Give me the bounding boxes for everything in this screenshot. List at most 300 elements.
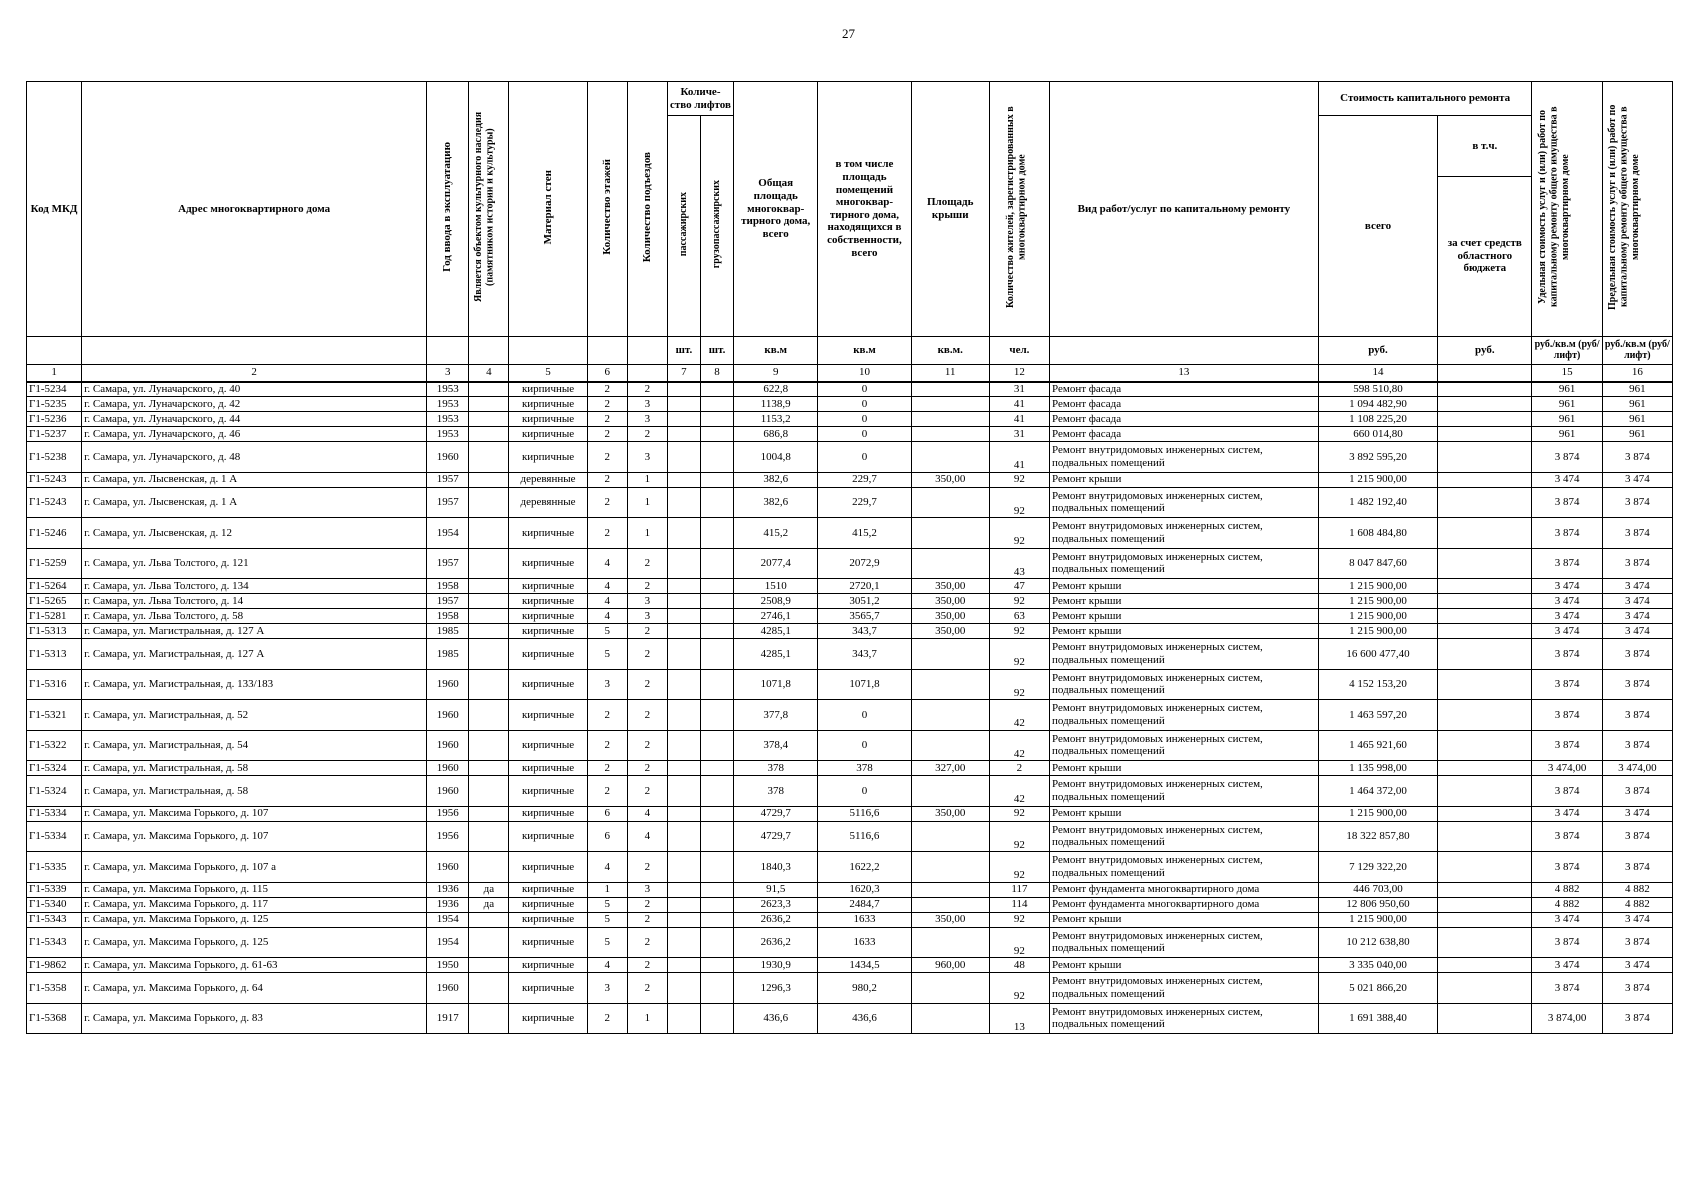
row-code: Г1-5234 — [27, 382, 82, 397]
row-residents: 31 — [989, 427, 1049, 442]
row-lifts-passenger — [667, 973, 700, 1004]
row-specific-cost: 3 474 — [1532, 579, 1602, 594]
row-cost-total: 1 691 388,40 — [1318, 1003, 1437, 1034]
row-residents: 92 — [989, 639, 1049, 670]
header-year: Год ввода в эксплуатацию — [427, 82, 469, 337]
row-address: г. Самара, ул. Льва Толстого, д. 134 — [82, 579, 427, 594]
row-heritage — [469, 382, 509, 397]
unit-lifts-freight: шт. — [700, 336, 733, 364]
header-roof-area: Площадь крыши — [911, 82, 989, 337]
unit-total-area: кв.м — [734, 336, 818, 364]
row-roof-area — [911, 821, 989, 852]
row-specific-cost: 3 874 — [1532, 548, 1602, 579]
row-address: г. Самара, ул. Максима Горького, д. 125 — [82, 927, 427, 958]
row-heritage — [469, 927, 509, 958]
row-address: г. Самара, ул. Льва Толстого, д. 14 — [82, 594, 427, 609]
row-total-area: 377,8 — [734, 700, 818, 731]
row-owned-area: 2072,9 — [818, 548, 911, 579]
row-entrances: 1 — [627, 1003, 667, 1034]
row-heritage: да — [469, 897, 509, 912]
row-walls: кирпичные — [509, 958, 587, 973]
row-lifts-freight — [700, 821, 733, 852]
table-row — [27, 609, 1673, 624]
row-heritage — [469, 412, 509, 427]
row-address: г. Самара, ул. Льва Толстого, д. 121 — [82, 548, 427, 579]
row-max-cost: 3 874 — [1602, 487, 1672, 518]
row-year: 1957 — [427, 487, 469, 518]
row-work: Ремонт крыши — [1050, 579, 1319, 594]
row-year: 1985 — [427, 639, 469, 670]
row-walls: деревянные — [509, 487, 587, 518]
row-cost-total: 4 152 153,20 — [1318, 669, 1437, 700]
row-code: Г1-5316 — [27, 669, 82, 700]
row-heritage — [469, 958, 509, 973]
row-cost-total: 5 021 866,20 — [1318, 973, 1437, 1004]
row-cost-total: 12 806 950,60 — [1318, 897, 1437, 912]
row-cost-regional — [1438, 382, 1532, 397]
row-year: 1950 — [427, 958, 469, 973]
row-cost-regional — [1438, 609, 1532, 624]
header-entrances: Количество подъездов — [627, 82, 667, 337]
row-owned-area: 1071,8 — [818, 669, 911, 700]
row-cost-total: 660 014,80 — [1318, 427, 1437, 442]
row-cost-total: 1 608 484,80 — [1318, 518, 1437, 549]
table-row — [27, 927, 1673, 958]
row-roof-area — [911, 730, 989, 761]
row-walls: кирпичные — [509, 761, 587, 776]
column-number: 2 — [82, 364, 427, 382]
row-code: Г1-5235 — [27, 397, 82, 412]
row-specific-cost: 3 874 — [1532, 973, 1602, 1004]
table-row — [27, 624, 1673, 639]
row-lifts-freight — [700, 624, 733, 639]
row-floors: 4 — [587, 609, 627, 624]
row-walls: кирпичные — [509, 806, 587, 821]
row-lifts-freight — [700, 397, 733, 412]
row-floors: 4 — [587, 958, 627, 973]
row-heritage — [469, 1003, 509, 1034]
row-floors: 3 — [587, 669, 627, 700]
row-code: Г1-5259 — [27, 548, 82, 579]
units-blank — [1050, 336, 1319, 364]
unit-lifts-passenger: шт. — [667, 336, 700, 364]
row-cost-regional — [1438, 594, 1532, 609]
row-floors: 2 — [587, 397, 627, 412]
column-number: 11 — [911, 364, 989, 382]
table-row — [27, 472, 1673, 487]
row-lifts-passenger — [667, 579, 700, 594]
row-lifts-passenger — [667, 382, 700, 397]
header-walls: Материал стен — [509, 82, 587, 337]
row-lifts-freight — [700, 761, 733, 776]
row-roof-area: 960,00 — [911, 958, 989, 973]
row-floors: 2 — [587, 1003, 627, 1034]
row-code: Г1-5339 — [27, 882, 82, 897]
row-heritage — [469, 669, 509, 700]
row-max-cost: 3 874 — [1602, 518, 1672, 549]
row-floors: 2 — [587, 761, 627, 776]
row-heritage — [469, 579, 509, 594]
row-walls: кирпичные — [509, 427, 587, 442]
row-roof-area: 350,00 — [911, 806, 989, 821]
header-lifts-freight: грузопассажирских — [700, 116, 733, 337]
row-work: Ремонт крыши — [1050, 806, 1319, 821]
row-address: г. Самара, ул. Магистральная, д. 127 А — [82, 639, 427, 670]
row-specific-cost: 3 874 — [1532, 927, 1602, 958]
row-entrances: 2 — [627, 700, 667, 731]
row-work: Ремонт крыши — [1050, 624, 1319, 639]
row-owned-area: 343,7 — [818, 639, 911, 670]
row-work: Ремонт внутридомовых инженерных систем, подвальных помещений — [1050, 700, 1319, 731]
row-lifts-freight — [700, 579, 733, 594]
row-residents: 92 — [989, 852, 1049, 883]
row-entrances: 3 — [627, 594, 667, 609]
row-address: г. Самара, ул. Максима Горького, д. 115 — [82, 882, 427, 897]
row-address: г. Самара, ул. Луначарского, д. 40 — [82, 382, 427, 397]
row-roof-area: 350,00 — [911, 472, 989, 487]
row-roof-area: 350,00 — [911, 579, 989, 594]
row-work: Ремонт внутридомовых инженерных систем, подвальных помещений — [1050, 1003, 1319, 1034]
row-lifts-passenger — [667, 624, 700, 639]
row-heritage — [469, 639, 509, 670]
header-specific-cost: Удельная стоимость услуг и (или) работ по капитальному ремонту общего имущества в многоквартирном доме — [1532, 82, 1602, 337]
unit-cost-regional: руб. — [1438, 336, 1532, 364]
row-heritage — [469, 973, 509, 1004]
row-floors: 5 — [587, 639, 627, 670]
row-year: 1936 — [427, 897, 469, 912]
row-cost-total: 1 108 225,20 — [1318, 412, 1437, 427]
row-work: Ремонт фасада — [1050, 412, 1319, 427]
row-max-cost: 3 874 — [1602, 1003, 1672, 1034]
row-floors: 4 — [587, 548, 627, 579]
row-lifts-freight — [700, 927, 733, 958]
table-row — [27, 958, 1673, 973]
table-row — [27, 397, 1673, 412]
table-row — [27, 382, 1673, 397]
row-code: Г1-5238 — [27, 442, 82, 473]
column-number: 8 — [700, 364, 733, 382]
row-walls: кирпичные — [509, 579, 587, 594]
row-owned-area: 0 — [818, 412, 911, 427]
table-row — [27, 700, 1673, 731]
column-number: 6 — [587, 364, 627, 382]
row-entrances: 2 — [627, 639, 667, 670]
row-total-area: 382,6 — [734, 472, 818, 487]
row-total-area: 1840,3 — [734, 852, 818, 883]
row-heritage: да — [469, 882, 509, 897]
row-cost-regional — [1438, 518, 1532, 549]
row-address: г. Самара, ул. Магистральная, д. 58 — [82, 776, 427, 807]
row-cost-total: 1 215 900,00 — [1318, 472, 1437, 487]
row-specific-cost: 3 874 — [1532, 700, 1602, 731]
row-cost-total: 1 135 998,00 — [1318, 761, 1437, 776]
row-entrances: 2 — [627, 624, 667, 639]
row-heritage — [469, 821, 509, 852]
row-roof-area — [911, 397, 989, 412]
row-max-cost: 961 — [1602, 412, 1672, 427]
row-floors: 2 — [587, 427, 627, 442]
row-year: 1957 — [427, 548, 469, 579]
row-address: г. Самара, ул. Магистральная, д. 133/183 — [82, 669, 427, 700]
row-max-cost: 3 474 — [1602, 472, 1672, 487]
row-owned-area: 5116,6 — [818, 821, 911, 852]
row-year: 1953 — [427, 412, 469, 427]
table-row — [27, 669, 1673, 700]
row-work: Ремонт внутридомовых инженерных систем, подвальных помещений — [1050, 639, 1319, 670]
row-specific-cost: 3 874 — [1532, 821, 1602, 852]
row-specific-cost: 3 874 — [1532, 776, 1602, 807]
row-roof-area: 350,00 — [911, 609, 989, 624]
row-address: г. Самара, ул. Магистральная, д. 58 — [82, 761, 427, 776]
row-heritage — [469, 472, 509, 487]
row-owned-area: 378 — [818, 761, 911, 776]
row-roof-area — [911, 639, 989, 670]
row-walls: кирпичные — [509, 882, 587, 897]
row-specific-cost: 3 874 — [1532, 518, 1602, 549]
row-owned-area: 3051,2 — [818, 594, 911, 609]
row-owned-area: 2484,7 — [818, 897, 911, 912]
row-entrances: 2 — [627, 579, 667, 594]
row-cost-total: 1 482 192,40 — [1318, 487, 1437, 518]
row-total-area: 4729,7 — [734, 806, 818, 821]
column-number: 10 — [818, 364, 911, 382]
row-code: Г1-5236 — [27, 412, 82, 427]
row-cost-regional — [1438, 882, 1532, 897]
row-heritage — [469, 427, 509, 442]
row-year: 1985 — [427, 624, 469, 639]
row-address: г. Самара, ул. Магистральная, д. 54 — [82, 730, 427, 761]
row-entrances: 3 — [627, 397, 667, 412]
row-heritage — [469, 912, 509, 927]
row-residents: 2 — [989, 761, 1049, 776]
row-work: Ремонт крыши — [1050, 472, 1319, 487]
capital-repair-table — [26, 81, 1673, 1034]
row-roof-area — [911, 548, 989, 579]
row-walls: кирпичные — [509, 700, 587, 731]
row-floors: 2 — [587, 700, 627, 731]
unit-owned-area: кв.м — [818, 336, 911, 364]
row-residents: 31 — [989, 382, 1049, 397]
row-address: г. Самара, ул. Максима Горького, д. 61-63 — [82, 958, 427, 973]
row-owned-area: 1622,2 — [818, 852, 911, 883]
row-residents: 63 — [989, 609, 1049, 624]
row-lifts-freight — [700, 487, 733, 518]
row-specific-cost: 3 474 — [1532, 806, 1602, 821]
row-lifts-passenger — [667, 669, 700, 700]
row-code: Г1-5322 — [27, 730, 82, 761]
row-walls: кирпичные — [509, 912, 587, 927]
row-roof-area: 350,00 — [911, 594, 989, 609]
row-lifts-freight — [700, 776, 733, 807]
row-work: Ремонт фундамента многоквартирного дома — [1050, 897, 1319, 912]
row-cost-regional — [1438, 487, 1532, 518]
row-residents: 42 — [989, 700, 1049, 731]
column-number: 13 — [1050, 364, 1319, 382]
row-lifts-passenger — [667, 761, 700, 776]
row-specific-cost: 961 — [1532, 382, 1602, 397]
row-roof-area — [911, 852, 989, 883]
row-code: Г1-5246 — [27, 518, 82, 549]
row-cost-total: 3 892 595,20 — [1318, 442, 1437, 473]
row-lifts-passenger — [667, 927, 700, 958]
row-address: г. Самара, ул. Магистральная, д. 127 А — [82, 624, 427, 639]
row-total-area: 378,4 — [734, 730, 818, 761]
table-row — [27, 776, 1673, 807]
row-max-cost: 3 874 — [1602, 927, 1672, 958]
row-residents: 92 — [989, 927, 1049, 958]
row-walls: кирпичные — [509, 412, 587, 427]
row-specific-cost: 3 474 — [1532, 912, 1602, 927]
row-work: Ремонт внутридомовых инженерных систем, подвальных помещений — [1050, 973, 1319, 1004]
row-cost-regional — [1438, 897, 1532, 912]
row-specific-cost: 3 874,00 — [1532, 1003, 1602, 1034]
row-code: Г1-5243 — [27, 487, 82, 518]
row-specific-cost: 961 — [1532, 397, 1602, 412]
column-number: 4 — [469, 364, 509, 382]
row-work: Ремонт фасада — [1050, 382, 1319, 397]
units-blank — [27, 336, 82, 364]
row-walls: кирпичные — [509, 624, 587, 639]
row-roof-area — [911, 973, 989, 1004]
row-floors: 2 — [587, 487, 627, 518]
row-cost-total: 1 215 900,00 — [1318, 579, 1437, 594]
header-cost-incl: в т.ч. — [1438, 116, 1532, 177]
row-walls: кирпичные — [509, 776, 587, 807]
row-total-area: 378 — [734, 776, 818, 807]
row-cost-regional — [1438, 548, 1532, 579]
row-address: г. Самара, ул. Максима Горького, д. 107 — [82, 821, 427, 852]
row-year: 1960 — [427, 442, 469, 473]
header-heritage: Является объектом культурного наследия (памятником истории и культуры) — [469, 82, 509, 337]
row-entrances: 2 — [627, 548, 667, 579]
table-row — [27, 761, 1673, 776]
row-cost-regional — [1438, 912, 1532, 927]
row-owned-area: 0 — [818, 730, 911, 761]
row-lifts-passenger — [667, 518, 700, 549]
row-owned-area: 1633 — [818, 927, 911, 958]
row-cost-regional — [1438, 669, 1532, 700]
row-total-area: 1510 — [734, 579, 818, 594]
row-roof-area — [911, 700, 989, 731]
row-total-area: 1071,8 — [734, 669, 818, 700]
row-heritage — [469, 442, 509, 473]
row-walls: кирпичные — [509, 730, 587, 761]
row-lifts-freight — [700, 412, 733, 427]
table-row — [27, 487, 1673, 518]
row-lifts-passenger — [667, 730, 700, 761]
row-address: г. Самара, ул. Максима Горького, д. 107 а — [82, 852, 427, 883]
row-year: 1954 — [427, 518, 469, 549]
row-lifts-passenger — [667, 397, 700, 412]
header-address: Адрес многоквартирного дома — [82, 82, 427, 337]
row-max-cost: 3 874 — [1602, 669, 1672, 700]
row-year: 1958 — [427, 609, 469, 624]
row-lifts-passenger — [667, 882, 700, 897]
row-cost-regional — [1438, 639, 1532, 670]
row-cost-total: 1 215 900,00 — [1318, 609, 1437, 624]
column-number: 16 — [1602, 364, 1672, 382]
row-cost-total: 1 215 900,00 — [1318, 912, 1437, 927]
row-lifts-passenger — [667, 700, 700, 731]
row-lifts-passenger — [667, 427, 700, 442]
header-code: Код МКД — [27, 82, 82, 337]
units-blank — [427, 336, 469, 364]
row-total-area: 2508,9 — [734, 594, 818, 609]
row-total-area: 2636,2 — [734, 927, 818, 958]
row-walls: кирпичные — [509, 927, 587, 958]
row-entrances: 2 — [627, 382, 667, 397]
row-lifts-freight — [700, 472, 733, 487]
row-lifts-freight — [700, 806, 733, 821]
page-number: 27 — [842, 26, 855, 41]
row-work: Ремонт внутридомовых инженерных систем, подвальных помещений — [1050, 518, 1319, 549]
row-entrances: 3 — [627, 412, 667, 427]
row-heritage — [469, 518, 509, 549]
row-code: Г1-5237 — [27, 427, 82, 442]
row-work: Ремонт внутридомовых инженерных систем, подвальных помещений — [1050, 776, 1319, 807]
row-work: Ремонт крыши — [1050, 761, 1319, 776]
row-max-cost: 3 874 — [1602, 973, 1672, 1004]
row-cost-total: 1 215 900,00 — [1318, 806, 1437, 821]
row-floors: 2 — [587, 382, 627, 397]
row-specific-cost: 961 — [1532, 427, 1602, 442]
table-row — [27, 412, 1673, 427]
row-total-area: 2623,3 — [734, 897, 818, 912]
row-residents: 43 — [989, 548, 1049, 579]
table-row — [27, 579, 1673, 594]
row-lifts-passenger — [667, 442, 700, 473]
row-residents: 42 — [989, 776, 1049, 807]
row-residents: 92 — [989, 518, 1049, 549]
header-floors: Количество этажей — [587, 82, 627, 337]
row-floors: 5 — [587, 624, 627, 639]
unit-residents: чел. — [989, 336, 1049, 364]
row-walls: кирпичные — [509, 639, 587, 670]
row-address: г. Самара, ул. Лысвенская, д. 12 — [82, 518, 427, 549]
row-residents: 92 — [989, 806, 1049, 821]
row-lifts-freight — [700, 669, 733, 700]
row-total-area: 1296,3 — [734, 973, 818, 1004]
row-cost-total: 8 047 847,60 — [1318, 548, 1437, 579]
row-floors: 2 — [587, 442, 627, 473]
row-walls: кирпичные — [509, 397, 587, 412]
row-specific-cost: 3 474 — [1532, 609, 1602, 624]
row-cost-regional — [1438, 442, 1532, 473]
row-specific-cost: 3 474,00 — [1532, 761, 1602, 776]
row-heritage — [469, 700, 509, 731]
row-entrances: 3 — [627, 882, 667, 897]
row-roof-area — [911, 776, 989, 807]
row-year: 1960 — [427, 973, 469, 1004]
row-total-area: 415,2 — [734, 518, 818, 549]
row-residents: 41 — [989, 412, 1049, 427]
row-lifts-passenger — [667, 958, 700, 973]
row-walls: кирпичные — [509, 973, 587, 1004]
row-specific-cost: 3 474 — [1532, 958, 1602, 973]
row-lifts-freight — [700, 897, 733, 912]
row-specific-cost: 3 874 — [1532, 442, 1602, 473]
row-cost-total: 1 215 900,00 — [1318, 624, 1437, 639]
row-address: г. Самара, ул. Максима Горького, д. 107 — [82, 806, 427, 821]
row-heritage — [469, 609, 509, 624]
row-year: 1953 — [427, 427, 469, 442]
table-row — [27, 1003, 1673, 1034]
row-owned-area: 229,7 — [818, 472, 911, 487]
row-address: г. Самара, ул. Максима Горького, д. 125 — [82, 912, 427, 927]
row-heritage — [469, 761, 509, 776]
row-lifts-passenger — [667, 594, 700, 609]
row-year: 1960 — [427, 730, 469, 761]
